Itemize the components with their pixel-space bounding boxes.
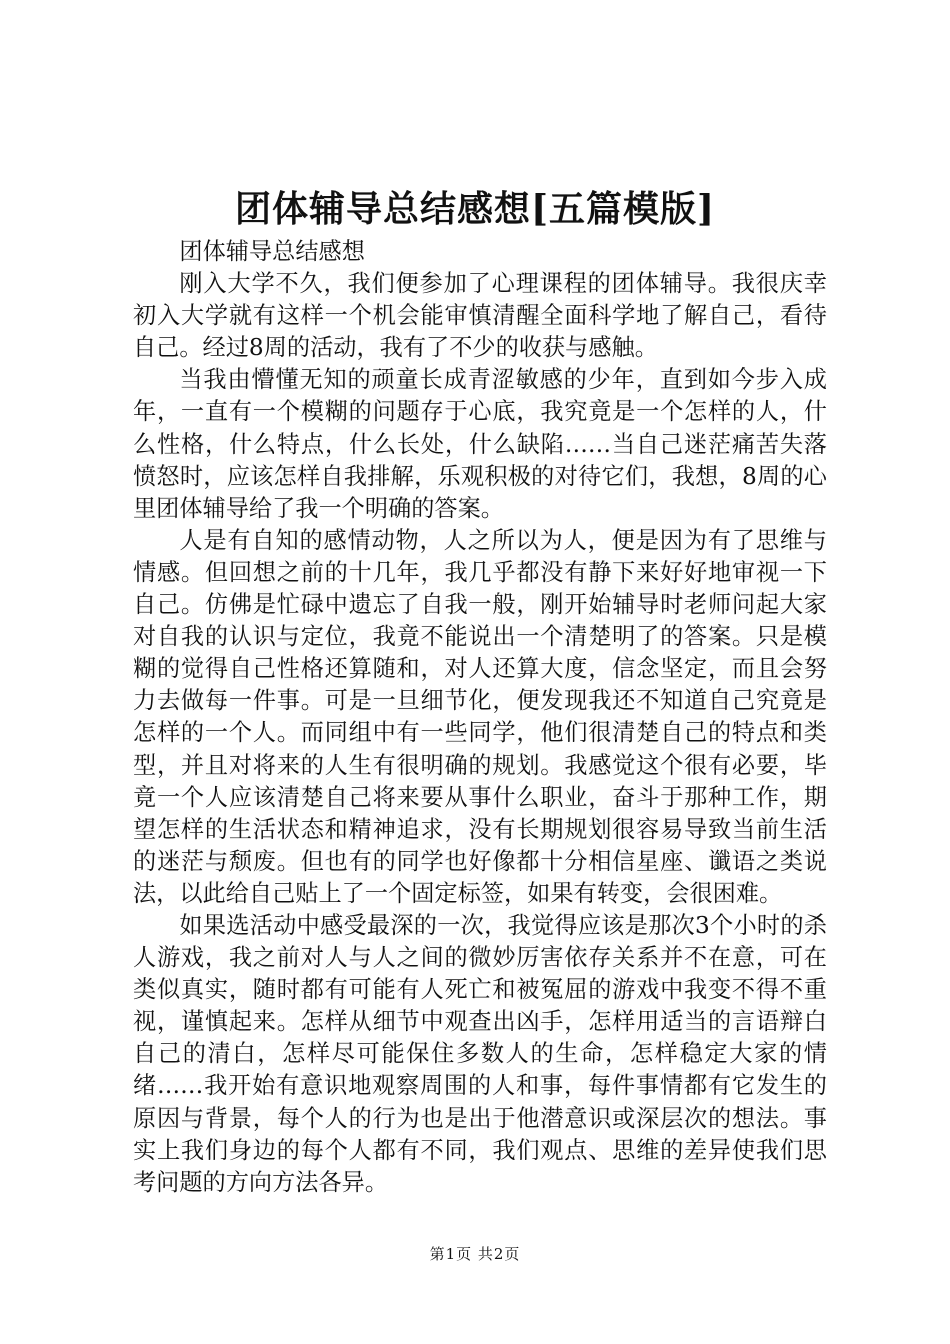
- document-title: 团体辅导总结感想[五篇模版]: [234, 188, 716, 230]
- page-number-footer: 第1页 共2页: [429, 1245, 521, 1263]
- paragraph: 人是有自知的感情动物，人之所以为人，便是因为有了思维与情感。但回想之前的十几年，我几乎都没有静下来好好地审视一下自己。仿佛是忙碌中遗忘了自我一般，刚开始辅导时老师问起大家对自我的认识与定位，我竟不能说出一个清楚明了的答案。只是模糊的觉得自己性格还算随和，对人还算大度，信念坚定，而且会努力去做每一件事。可是一旦细节化，便发现我还不知道自己究竟是怎样的一个人。而同组中有一些同学，他们很清楚自己的特点和类型，并且对将来的人生有很明确的规划。我感觉这个很有必要，毕竟一个人应该清楚自己将来要从事什么职业，奋斗于那种工作，期望怎样的生活状态和精神追求，没有长期规划很容易导致当前生活的迷茫与颓废。但也有的同学也好像都十分相信星座、谶语之类说法，以此给自己贴上了一个固定标签，如果有转变，会很困难。: [133, 526, 827, 907]
- paragraph: 刚入大学不久，我们便参加了心理课程的团体辅导。我很庆幸初入大学就有这样一个机会能审慎清醒全面科学地了解自己，看待自己。经过8周的活动，我有了不少的收获与感触。: [133, 270, 827, 362]
- paragraph-subtitle: 团体辅导总结感想: [179, 238, 365, 265]
- paragraph: 当我由懵懂无知的顽童长成青涩敏感的少年，直到如今步入成年，一直有一个模糊的问题存于心底，我究竟是一个怎样的人，什么性格，什么特点，什么长处，什么缺陷……当自己迷茫痛苦失落愤怒时，应该怎样自我排解，乐观积极的对待它们，我想，8周的心里团体辅导给了我一个明确的答案。: [133, 366, 827, 522]
- paragraph: 如果选活动中感受最深的一次，我觉得应该是那次3个小时的杀人游戏，我之前对人与人之间的微妙厉害依存关系并不在意，可在类似真实，随时都有可能有人死亡和被冤屈的游戏中我变不得不重视，谨慎起来。怎样从细节中观查出凶手，怎样用适当的言语辩白自己的清白，怎样尽可能保住多数人的生命，怎样稳定大家的情绪……我开始有意识地观察周围的人和事，每件事情都有它发生的原因与背景，每个人的行为也是出于他潜意识或深层次的想法。事实上我们身边的每个人都有不同，我们观点、思维的差异使我们思考问题的方向方法各异。: [133, 911, 827, 1196]
- document-body: [133, 236, 827, 1199]
